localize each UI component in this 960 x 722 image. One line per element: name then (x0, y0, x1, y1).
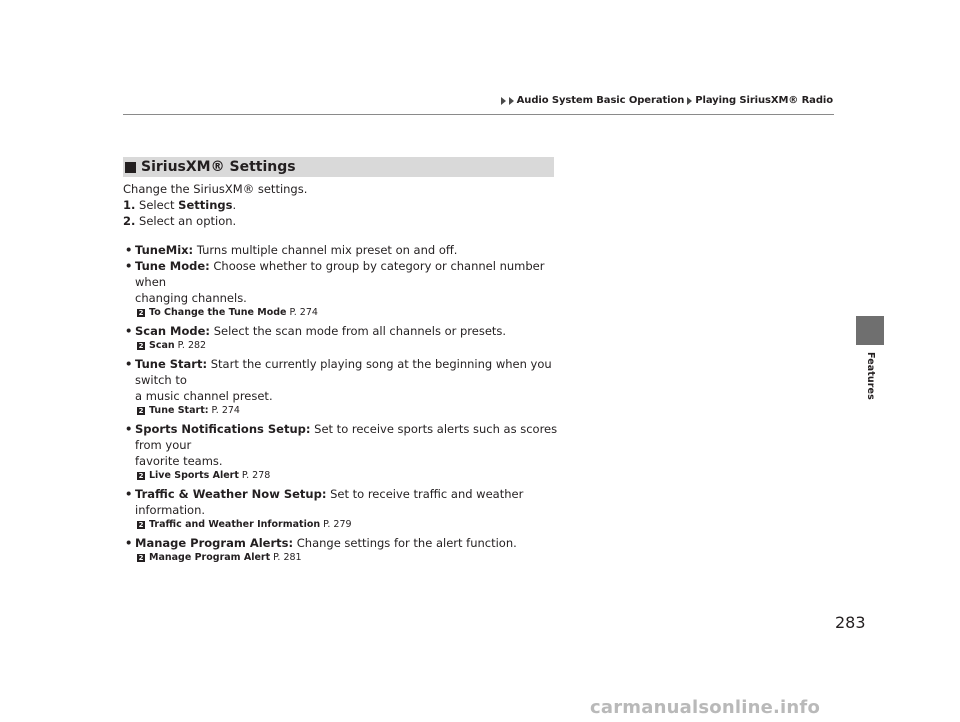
reference-title[interactable]: Traffic and Weather Information (149, 519, 321, 530)
list-item-continuation: a music channel preset. (135, 389, 273, 403)
reference-arrow-icon: 2 (138, 472, 144, 480)
reference-arrow-icon: 2 (138, 342, 144, 350)
header-divider (123, 114, 834, 115)
list-item-continuation: changing channels. (135, 291, 247, 305)
item-description: Change settings for the alert function. (296, 536, 517, 550)
list-item-tunemix: • TuneMix: Turns multiple channel mix preset on and off. (125, 243, 458, 257)
chapter-tab[interactable] (856, 316, 884, 345)
step-1 (123, 197, 563, 213)
square-bullet-icon (125, 162, 136, 173)
reference-arrow-icon: 2 (138, 407, 144, 415)
item-description: Choose whether to group by category or channel number when (135, 259, 545, 289)
arrow-right-icon (509, 97, 514, 105)
cross-reference[interactable] (123, 469, 563, 483)
breadcrumb (501, 95, 833, 106)
reference-arrow-icon: 2 (138, 521, 144, 529)
cross-reference[interactable] (123, 551, 563, 565)
chapter-tab-label: Features (865, 352, 876, 400)
item-description: Select the scan mode from all channels or presets. (213, 324, 507, 338)
reference-page[interactable]: P. 278 (241, 470, 271, 481)
reference-title[interactable]: Manage Program Alert (149, 552, 271, 563)
section-title: SiriusXM® Settings (141, 159, 296, 175)
content-body (123, 181, 563, 568)
list-item-tune-mode: • Tune Mode: Choose whether to group by category or channel number when (125, 259, 545, 289)
reference-page[interactable]: P. 274 (289, 307, 318, 318)
reference-title[interactable]: To Change the Tune Mode (149, 307, 287, 318)
list-item-continuation: favorite teams. (135, 454, 223, 468)
reference-title[interactable]: Scan (149, 340, 175, 351)
arrow-right-icon (687, 97, 692, 105)
step-text: Select (139, 198, 179, 212)
reference-page[interactable]: P. 274 (211, 405, 240, 416)
reference-arrow-icon: 2 (138, 309, 144, 317)
list-item-scan-mode: • Scan Mode: Select the scan mode from all channels or presets. (125, 324, 507, 338)
step-text: . (232, 198, 237, 212)
item-description: Set to receive traffic and weather information. (135, 487, 524, 517)
list-item-tune-start: • Tune Start: Start the currently playing song at the beginning when you switch to (125, 357, 552, 387)
step-number: 1. (123, 198, 136, 212)
list-item-program-alerts: • Manage Program Alerts: Change settings for the alert function. (125, 536, 517, 550)
reference-page[interactable]: P. 282 (177, 340, 207, 351)
reference-arrow-icon: 2 (138, 554, 144, 562)
item-description: Start the currently playing song at the beginning when you switch to (135, 357, 552, 387)
reference-page[interactable]: P. 281 (273, 552, 302, 563)
arrow-right-icon (501, 97, 506, 105)
cross-reference[interactable] (123, 306, 563, 320)
cross-reference[interactable] (123, 339, 563, 353)
section-header (123, 157, 554, 177)
list-item-sports-notifications: • Sports Notifications Setup: Set to receive sports alerts such as scores from your (125, 422, 558, 452)
list-item-traffic-weather: • Traffic & Weather Now Setup: Set to receive traffic and weather information. (125, 487, 524, 517)
cross-reference[interactable] (123, 518, 563, 532)
cross-reference[interactable] (123, 404, 563, 418)
page-number: 283 (835, 613, 866, 632)
reference-title[interactable]: Live Sports Alert (149, 470, 239, 481)
item-description: Set to receive sports alerts such as scores from your (135, 422, 558, 452)
step-2 (123, 213, 563, 229)
step-number: 2. (123, 214, 136, 228)
step-text: Select an option. (139, 214, 237, 228)
reference-page[interactable]: P. 279 (323, 519, 352, 530)
intro-text: Change the SiriusXM® settings. (123, 182, 308, 196)
breadcrumb-item[interactable]: Audio System Basic Operation (516, 95, 685, 106)
reference-title[interactable]: Tune Start: (149, 405, 209, 416)
step-bold: Settings (178, 198, 233, 212)
watermark-text: carmanualsonline.info (590, 697, 821, 718)
item-description: Turns multiple channel mix preset on and off. (196, 243, 458, 257)
breadcrumb-item[interactable]: Playing SiriusXM® Radio (695, 95, 833, 106)
